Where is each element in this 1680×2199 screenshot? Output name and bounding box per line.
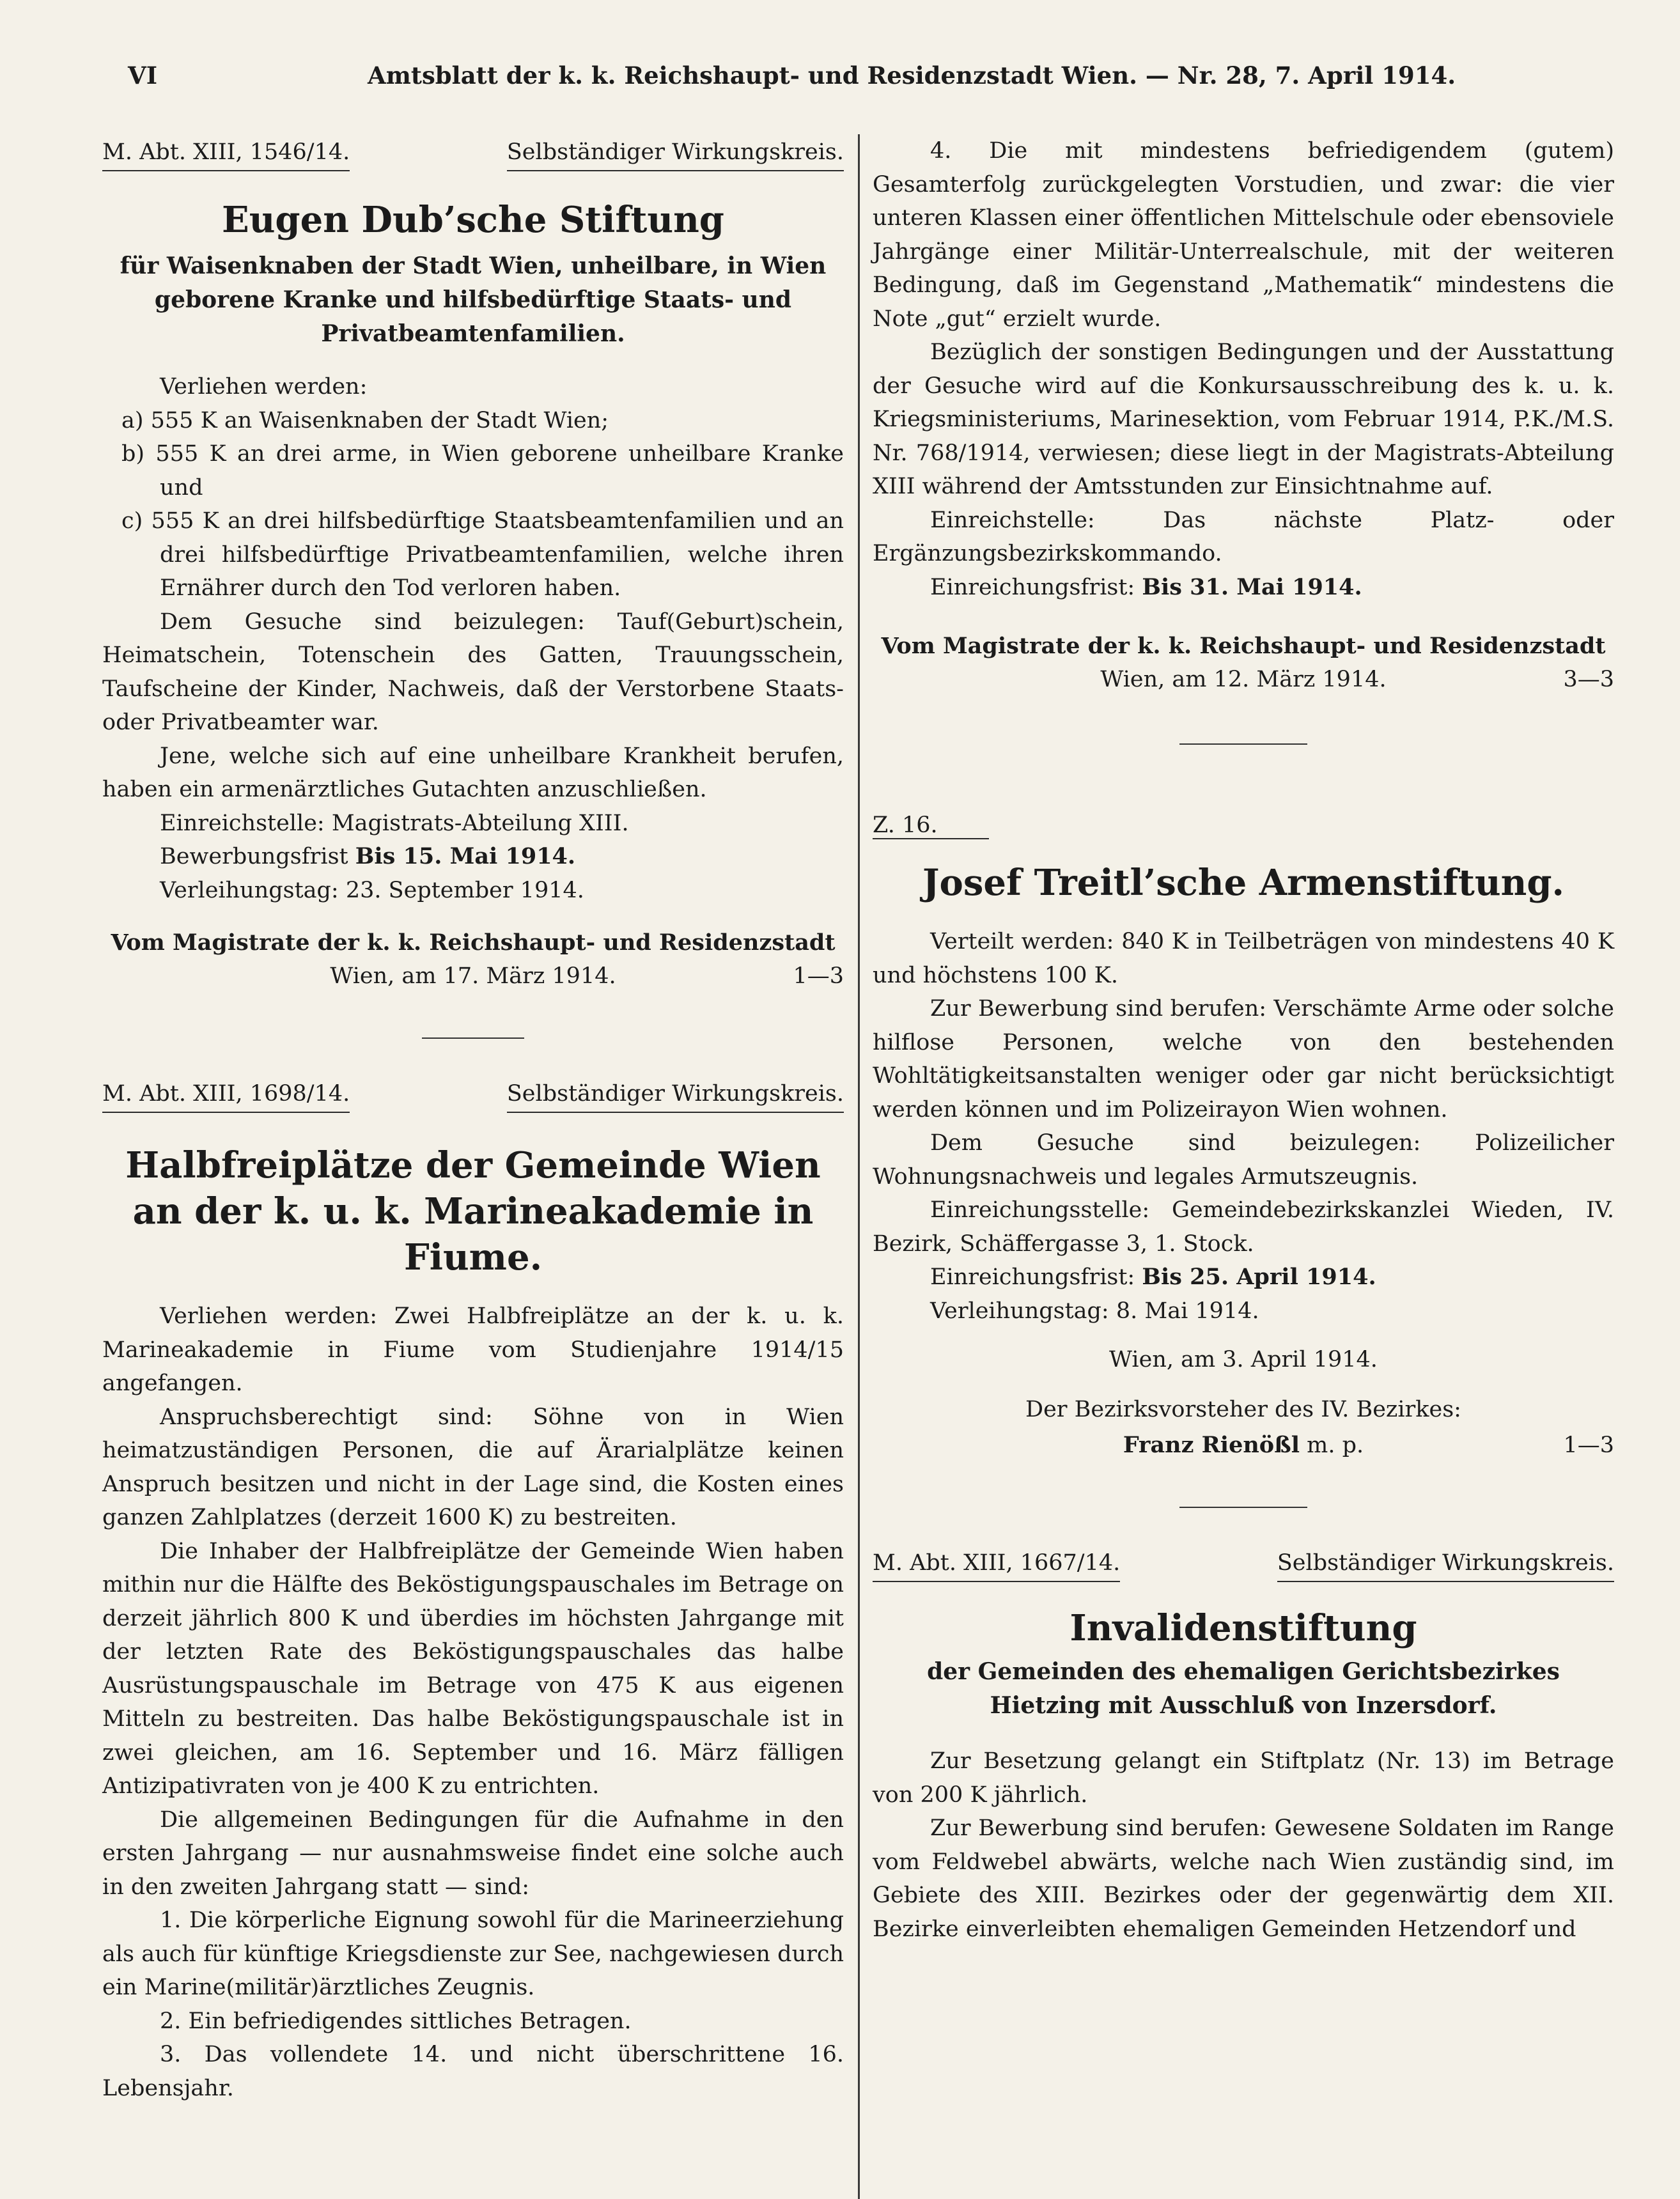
deadline-label: Einreichungsfrist: [930,574,1135,600]
paragraph: Jene, welche sich auf eine unheilbare Krankheit berufen, haben ein armenärztliches Gutachten anzuschließen. [102,743,844,802]
deadline-value: Bis 15. Mai 1914. [355,843,576,869]
separator [1179,743,1307,745]
article-subtitle: für Waisenknaben der Stadt Wien, unheilbare, in Wien geborene Kranke und hilfsbedürftige Staats- und Privatbeamtenfamilien. [120,253,827,347]
reference-number: M. Abt. XIII, 1667/14. [873,1546,1120,1582]
list-item: 2. Ein befriedigendes sittliches Betragen. [160,2008,632,2034]
reference-number: Z. 16. [873,812,989,839]
separator [1179,1507,1307,1508]
signature-line: Vom Magistrate der k. k. Reichshaupt- und Residenzstadt [881,633,1606,659]
right-column [873,128,1614,1946]
date-line [102,960,844,993]
article-invalidenstiftung [873,1546,1614,1946]
paragraph: Zur Bewerbung sind berufen: Verschämte Arme oder solche hilflose Personen, welche von den bestehenden Wohltätigkeitsanstalten weniger oder gar nicht berücksichtigt werden können und im Polizeirayon Wien wohnen. [873,996,1614,1123]
deadline-label: Bewerbungsfrist [160,844,348,869]
jurisdiction-label: Selbständiger Wirkungskreis. [507,136,844,171]
running-header [128,56,1611,101]
jurisdiction-label: Selbständiger Wirkungskreis. [1277,1546,1614,1582]
header-title: Amtsblatt der k. k. Reichshaupt- und Residenzstadt Wien. — Nr. 28, 7. April 1914. [368,61,1456,89]
reference-line [873,809,1614,842]
reference-line [102,136,844,171]
article-title: Halbfreiplätze der Gemeinde Wien an der k. u. k. Marineakademie in Fiume. [125,1144,821,1278]
paragraph: Dem Gesuche sind beizulegen: Polizeilicher Wohnungsnachweis und legales Armutszeugnis. [873,1130,1614,1190]
date-line [873,663,1614,696]
article-treitl-stiftung [873,809,1614,1462]
paragraph: Einreichungsstelle: Gemeindebezirkskanzlei Wieden, IV. Bezirk, Schäffergasse 3, 1. Stock. [873,1197,1614,1257]
paragraph: Zur Bewerbung sind berufen: Gewesene Soldaten im Range vom Feldwebel abwärts, welche nach Wien zuständig sind, im Gebiete des XIII. Bezirkes oder der gegenwärtig dem XII. Bezirke einverleibten ehemaligen Gemeinden Hetzendorf und [873,1815,1614,1942]
reference-line [873,1546,1614,1582]
article-halbfreiplaetze [102,1077,844,2105]
article-title: Eugen Dub’sche Stiftung [222,199,724,241]
paragraph [102,840,844,874]
list-item: 3. Das vollendete 14. und nicht überschrittene 16. Lebensjahr. [102,2042,844,2101]
paragraph: Dem Gesuche sind beizulegen: Tauf(Geburt)schein, Heimatschein, Totenschein des Gatten, Trauungsschein, Taufscheine der Kinder, Nachweis, daß der Verstorbene Staats- oder Privatbeamter war. [102,609,844,735]
date-text: Wien, am 17. März 1914. [330,963,616,989]
date-line: Wien, am 3. April 1914. [1109,1347,1378,1372]
reference-number: M. Abt. XIII, 1546/14. [102,136,350,171]
paragraph: Zur Besetzung gelangt ein Stiftplatz (Nr. 13) im Betrage von 200 K jährlich. [873,1748,1614,1808]
paragraph: Verleihungstag: 8. Mai 1914. [930,1298,1259,1324]
reference-line [102,1077,844,1113]
paragraph: Bezüglich der sonstigen Bedingungen und der Ausstattung der Gesuche wird auf die Konkursausschreibung des k. u. k. Kriegsministeriums, Marinesektion, vom Februar 1914, P.K./M.S. Nr. 768/1914, verwiesen; diese liegt in der Magistrats-Abteilung XIII während der Amtsstunden zur Einsichtnahme auf. [873,339,1614,499]
article-subtitle: der Gemeinden des ehemaligen Gerichtsbezirkes Hietzing mit Ausschluß von Inzersdorf. [927,1658,1560,1719]
list-item: c) 555 K an drei hilfsbedürftige Staatsbeamtenfamilien und an drei hilfsbedürftige Privatbeamtenfamilien, welche ihren Ernährer durch den Tod verloren haben. [121,508,844,601]
paragraph: Verteilt werden: 840 K in Teilbeträgen von mindestens 40 K und höchstens 100 K. [873,929,1614,988]
deadline-value: Bis 25. April 1914. [1142,1264,1376,1290]
insertion-count: 1—3 [793,963,844,989]
article-dub-stiftung [102,136,844,993]
paragraph: Verliehen werden: [160,374,368,400]
list-item: a) 555 K an Waisenknaben der Stadt Wien; [121,407,609,433]
paragraph [873,571,1614,605]
signer-line [873,1429,1614,1462]
signer-name: Franz Rienößl [1123,1432,1300,1458]
page-number: VI [128,61,158,89]
jurisdiction-label: Selbständiger Wirkungskreis. [507,1077,844,1113]
list-item: 1. Die körperliche Eignung sowohl für die Marineerziehung als auch für künftige Kriegsdienste zur See, nachgewiesen durch ein Marine(militär)ärztliches Zeugnis. [102,1908,844,2000]
paragraph: Verleihungstag: 23. September 1914. [160,877,584,903]
separator [422,1037,524,1039]
article-title: Josef Treitl’sche Armenstiftung. [922,862,1564,904]
column-divider [858,134,860,2199]
paragraph: Anspruchsberechtigt sind: Söhne von in Wien heimatzuständigen Personen, die auf Ärarialplätze keinen Anspruch besitzen und nicht in der Lage sind, die Kosten eines ganzen Zahlplatzes (derzeit 1600 K) zu bestreiten. [102,1404,844,1530]
date-text: Wien, am 12. März 1914. [1100,667,1387,692]
paragraph: Einreichstelle: Magistrats-Abteilung XIII. [160,810,629,836]
paragraph: Verliehen werden: Zwei Halbfreiplätze an der k. u. k. Marineakademie in Fiume vom Studienjahre 1914/15 angefangen. [102,1303,844,1396]
deadline-value: Bis 31. Mai 1914. [1142,573,1362,600]
signer-suffix: m. p. [1307,1433,1364,1458]
list-item: b) 555 K an drei arme, in Wien geborene unheilbare Kranke und [121,441,844,501]
signer-title: Der Bezirksvorsteher des IV. Bezirkes: [1025,1397,1461,1422]
reference-number: M. Abt. XIII, 1698/14. [102,1077,350,1113]
insertion-count: 3—3 [1563,667,1614,692]
article-title: Invalidenstiftung [1069,1607,1417,1649]
article-continuation [873,134,1614,696]
insertion-count: 1—3 [1563,1433,1614,1458]
paragraph: Einreichstelle: Das nächste Platz- oder Ergänzungsbezirkskommando. [873,507,1614,566]
paragraph [873,1261,1614,1294]
deadline-label: Einreichungsfrist: [930,1264,1135,1290]
signature-line: Vom Magistrate der k. k. Reichshaupt- und Residenzstadt [111,929,836,956]
left-column [102,128,844,2105]
paragraph: 4. Die mit mindestens befriedigendem (gutem) Gesamterfolg zurückgelegten Vorstudien, und zwar: die vier unteren Klassen einer öffentlichen Mittelschule oder ebensoviele Jahrgänge einer Militär-Unterrealschule, mit der weiteren Bedingung, daß im Gegenstand „Mathematik“ mindestens die Note „gut“ erzielt wurde. [873,138,1614,332]
paragraph: Die Inhaber der Halbfreiplätze der Gemeinde Wien haben mithin nur die Hälfte des Beköstigungspauschales im Betrage on derzeit jährlich 800 K und überdies im höchsten Jahrgange mit der letzten Rate des Beköstigungspauschales das halbe Ausrüstungspauschale im Betrage von 475 K aus eigenen Mitteln zu bestreiten. Das halbe Beköstigungspauschale ist in zwei gleichen, am 16. September und 16. März fälligen Antizipativraten von je 400 K zu entrichten. [102,1538,844,1799]
paragraph: Die allgemeinen Bedingungen für die Aufnahme in den ersten Jahrgang — nur ausnahmsweise findet eine solche auch in den zweiten Jahrgang statt — sind: [102,1807,844,1900]
